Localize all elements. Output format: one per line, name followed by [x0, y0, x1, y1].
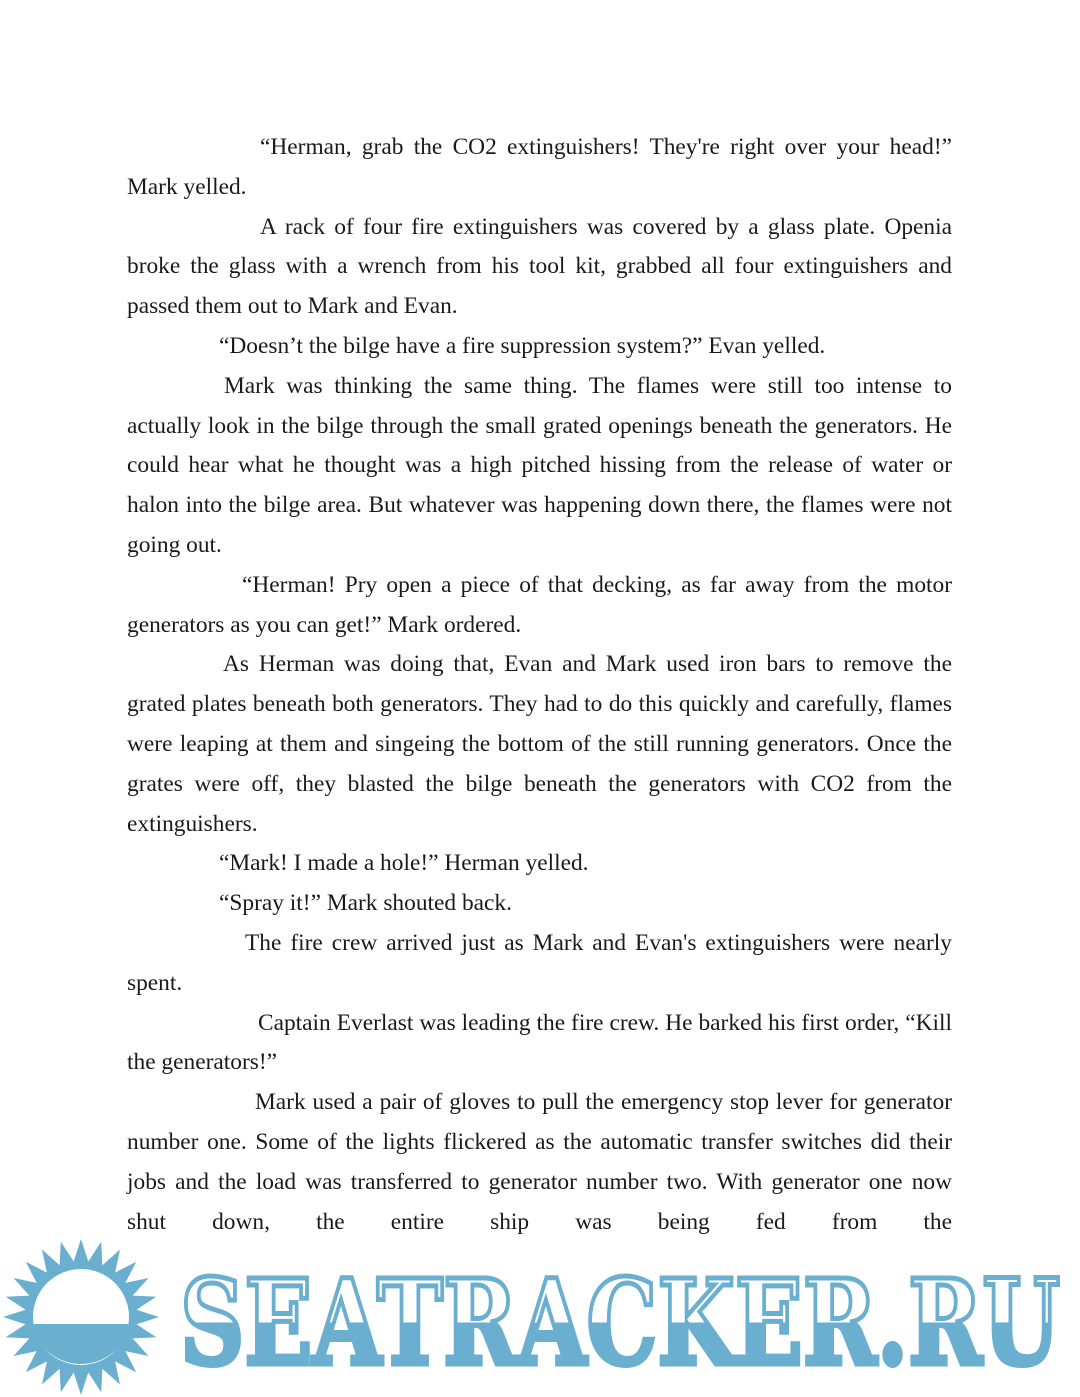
watermark	[0, 1238, 1080, 1397]
paragraph: “Spray it!” Mark shouted back.	[219, 890, 512, 917]
paragraph: Captain Everlast was leading the fire crew. He barked his first order, “Kill the generators!”	[127, 1009, 952, 1076]
sun-logo-icon	[0, 1238, 162, 1397]
watermark-label: SEATRACKER.RU	[180, 1260, 1060, 1380]
paragraph: As Herman was doing that, Evan and Mark used iron bars to remove the grated plates beneath both generators. They had to do this quickly and carefully, flames were leaping at them and singeing the bottom of the still running generators. Once the grates were off, they blasted the bilge beneath the generators with CO2 from the extinguishers.	[127, 651, 952, 837]
watermark-text	[170, 1260, 1070, 1380]
paragraph: “Herman, grab the CO2 extinguishers! They're right over your head!” Mark yelled.	[127, 134, 952, 200]
paragraph: A rack of four fire extinguishers was covered by a glass plate. Openia broke the glass with a wrench from his tool kit, grabbed all four extinguishers and passed them out to Mark and Evan.	[127, 213, 952, 320]
paragraph: “Doesn’t the bilge have a fire suppression system?” Evan yelled.	[219, 332, 826, 359]
paragraph: “Herman! Pry open a piece of that decking, as far away from the motor generators as you can get!” Mark ordered.	[127, 571, 952, 638]
paragraph: Mark was thinking the same thing. The flames were still too intense to actually look in the bilge through the small grated openings beneath the generators. He could hear what he thought was a high pitched hissing from the release of water or halon into the bilge area. But whatever was happening down there, the flames were not going out.	[127, 372, 952, 558]
paragraph: “Mark! I made a hole!” Herman yelled.	[219, 850, 589, 877]
paragraph: The fire crew arrived just as Mark and Evan's extinguishers were nearly spent.	[127, 929, 952, 996]
paragraph: Mark used a pair of gloves to pull the emergency stop lever for generator number one. Some of the lights flickered as the automatic transfer switches did their jobs and the load was transferred to generator number two. With generator one now shut down, the entire ship was being fed from the	[127, 1089, 952, 1235]
document-body	[127, 128, 952, 1242]
